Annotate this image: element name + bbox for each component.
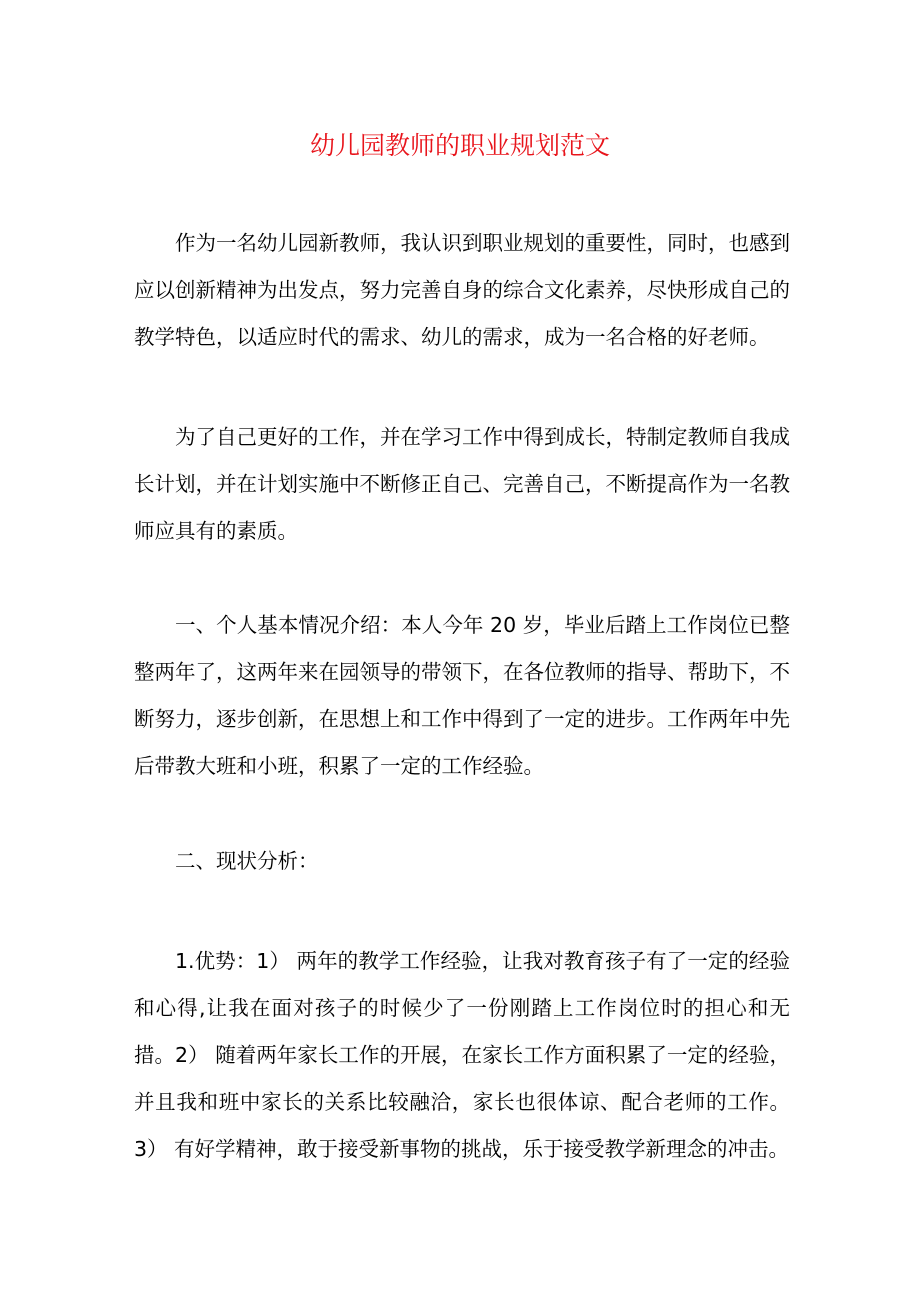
paragraph-intro: 作为一名幼儿园新教师，我认识到职业规划的重要性，同时，也感到应以创新精神为出发点，努力完善自身的综合文化素养，尽快形成自己的教学特色，以适应时代的需求、幼儿的需求，成为一名合格的好老师。 [134,231,790,349]
paragraph-section-1: 一、个人基本情况介绍：本人今年 20 岁，毕业后踏上工作岗位已整整两年了，这两年来在园领导的带领下，在各位教师的指导、帮助下，不断努力，逐步创新，在思想上和工作中得到了一定的进步。工作两年中先后带教大班和小班，积累了一定的工作经验。 [134,613,790,778]
document-title: 幼儿园教师的职业规划范文 [309,131,610,160]
paragraph-strengths: 1.优势：1） 两年的教学工作经验，让我对教育孩子有了一定的经验和心得,让我在面对孩子的时候少了一份刚踏上工作岗位时的担心和无措。2） 随着两年家长工作的开展，在家长工作方面积累了一定的经验，并且我和班中家长的关系比较融洽，家长也很体谅、配合老师的工作。3） 有好学精神，敢于接受新事物的挑战，乐于接受教学新理念的冲击。 [134,949,790,1161]
paragraph-purpose: 为了自己更好的工作，并在学习工作中得到成长，特制定教师自我成长计划，并在计划实施中不断修正自己、完善自己，不断提高作为一名教师应具有的素质。 [134,425,790,543]
paragraph-section-2-heading: 二、现状分析： [175,849,319,873]
